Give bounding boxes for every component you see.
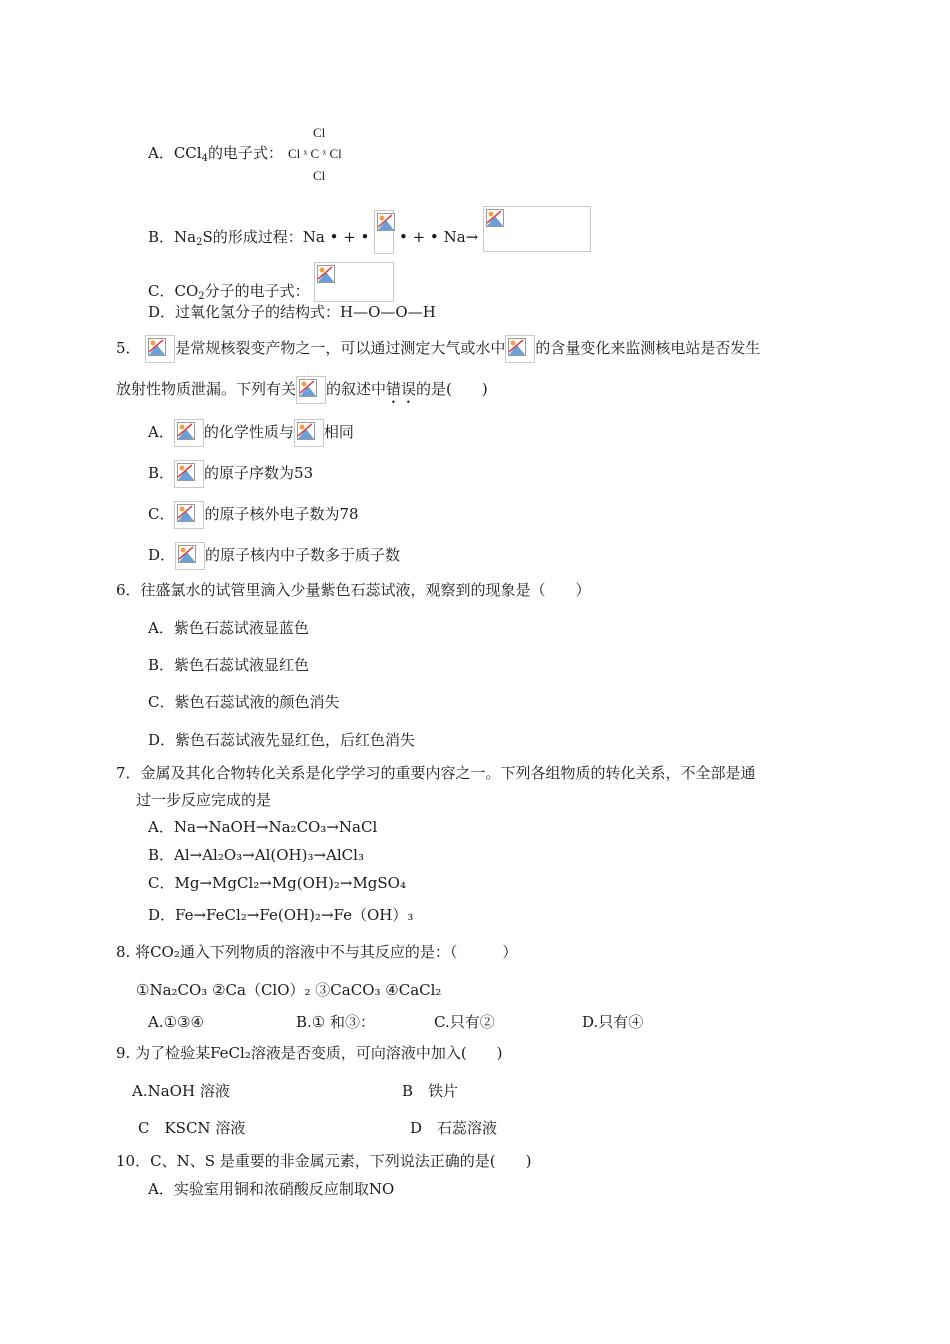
lewis-mid: Cl ˣ C ˣ Cl bbox=[288, 146, 342, 161]
iodine-isotope-image bbox=[174, 501, 204, 529]
sulfur-image bbox=[374, 210, 394, 254]
iodine-isotope-image bbox=[145, 335, 175, 363]
broken-image-icon bbox=[486, 209, 504, 227]
q6-option-d: D．紫色石蕊试液先显红色，后红色消失 bbox=[148, 731, 416, 749]
q6-option-c: C．紫色石蕊试液的颜色消失 bbox=[148, 693, 340, 711]
q9-option-d: D 石蕊溶液 bbox=[410, 1119, 498, 1137]
co2-image bbox=[314, 262, 394, 302]
broken-image-icon bbox=[297, 422, 315, 440]
na2s-image bbox=[483, 206, 591, 252]
iodine-isotope-image bbox=[174, 419, 204, 447]
broken-image-icon bbox=[299, 379, 317, 397]
q4-option-d: D．过氧化氢分子的结构式：H—O—O—H bbox=[148, 303, 436, 321]
q5-stem-line1: 5． 是常规核裂变产物之一，可以通过测定大气或水中 的含量变化来监测核电站是否发生 bbox=[116, 335, 760, 363]
q9-option-b: B 铁片 bbox=[402, 1082, 459, 1100]
q5-option-a: A． 的化学性质与 相同 bbox=[148, 419, 354, 447]
broken-image-icon bbox=[377, 213, 395, 231]
q6-option-a: A．紫色石蕊试液显蓝色 bbox=[148, 619, 309, 637]
q9-option-a: A.NaOH 溶液 bbox=[132, 1082, 230, 1100]
q7-option-c: C．Mg→MgCl₂→Mg(OH)₂→MgSO₄ bbox=[148, 874, 406, 892]
broken-image-icon bbox=[148, 338, 166, 356]
q5-option-c: C． 的原子核外电子数为78 bbox=[148, 501, 359, 529]
q7-option-b: B．Al→Al₂O₃→Al(OH)₃→AlCl₃ bbox=[148, 846, 364, 864]
broken-image-icon bbox=[177, 504, 195, 522]
q8-option-c: C.只有② bbox=[434, 1013, 495, 1031]
q7-stem-line1: 7．金属及其化合物转化关系是化学学习的重要内容之一。下列各组物质的转化关系，不全部是通 bbox=[116, 764, 756, 782]
q8-items: ①Na₂CO₃ ②Ca（ClO）₂ ③CaCO₃ ④CaCl₂ bbox=[136, 981, 442, 999]
lewis-bottom: Cl bbox=[313, 168, 326, 183]
q10-option-a: A．实验室用铜和浓硝酸反应制取NO bbox=[148, 1180, 395, 1198]
q9-stem: 9. 为了检验某FeCl₂溶液是否变质，可向溶液中加入( ) bbox=[116, 1044, 503, 1062]
iodine-isotope-image bbox=[294, 419, 324, 447]
q5-option-b: B． 的原子序数为53 bbox=[148, 460, 313, 488]
q8-option-b: B.① 和③： bbox=[296, 1013, 376, 1031]
q9-option-c: C KSCN 溶液 bbox=[138, 1119, 246, 1137]
q7-option-a: A．Na→NaOH→Na₂CO₃→NaCl bbox=[148, 818, 378, 836]
q10-stem: 10．C、N、S 是重要的非金属元素，下列说法正确的是( ) bbox=[116, 1152, 532, 1170]
broken-image-icon bbox=[178, 545, 196, 563]
broken-image-icon bbox=[177, 422, 195, 440]
q8-option-d: D.只有④ bbox=[582, 1013, 644, 1031]
iodine-isotope-image bbox=[174, 460, 204, 488]
iodine-isotope-image bbox=[175, 542, 205, 570]
iodine-isotope-image bbox=[296, 376, 326, 404]
q4-option-a: A．CCl$_4$的电子式： bbox=[148, 144, 283, 164]
q4-option-c: C．$CO_2$分子的电子式： bbox=[148, 262, 394, 302]
lewis-top: Cl bbox=[313, 125, 326, 140]
q6-stem: 6．往盛氯水的试管里滴入少量紫色石蕊试液，观察到的现象是（ ） bbox=[116, 581, 591, 599]
q5-stem-line2: 放射性物质泄漏。下列有关 的叙述中错误的是( ) bbox=[116, 376, 488, 407]
q5-option-d: D． 的原子核内中子数多于质子数 bbox=[148, 542, 400, 570]
broken-image-icon bbox=[508, 338, 526, 356]
q7-option-d: D．Fe→FeCl₂→Fe(OH)₂→Fe（OH）₃ bbox=[148, 906, 414, 924]
q4-option-b: B．$Na_2S$的形成过程：Na • + • • + • Na→ bbox=[148, 206, 591, 254]
iodine-isotope-image bbox=[505, 335, 535, 363]
broken-image-icon bbox=[317, 265, 335, 283]
q7-stem-line2: 过一步反应完成的是 bbox=[136, 791, 272, 809]
broken-image-icon bbox=[177, 463, 195, 481]
q8-option-a: A.①③④ bbox=[148, 1013, 204, 1031]
q6-option-b: B．紫色石蕊试液显红色 bbox=[148, 656, 310, 674]
q8-stem: 8. 将CO₂通入下列物质的溶液中不与其反应的是：（ ） bbox=[116, 943, 518, 961]
